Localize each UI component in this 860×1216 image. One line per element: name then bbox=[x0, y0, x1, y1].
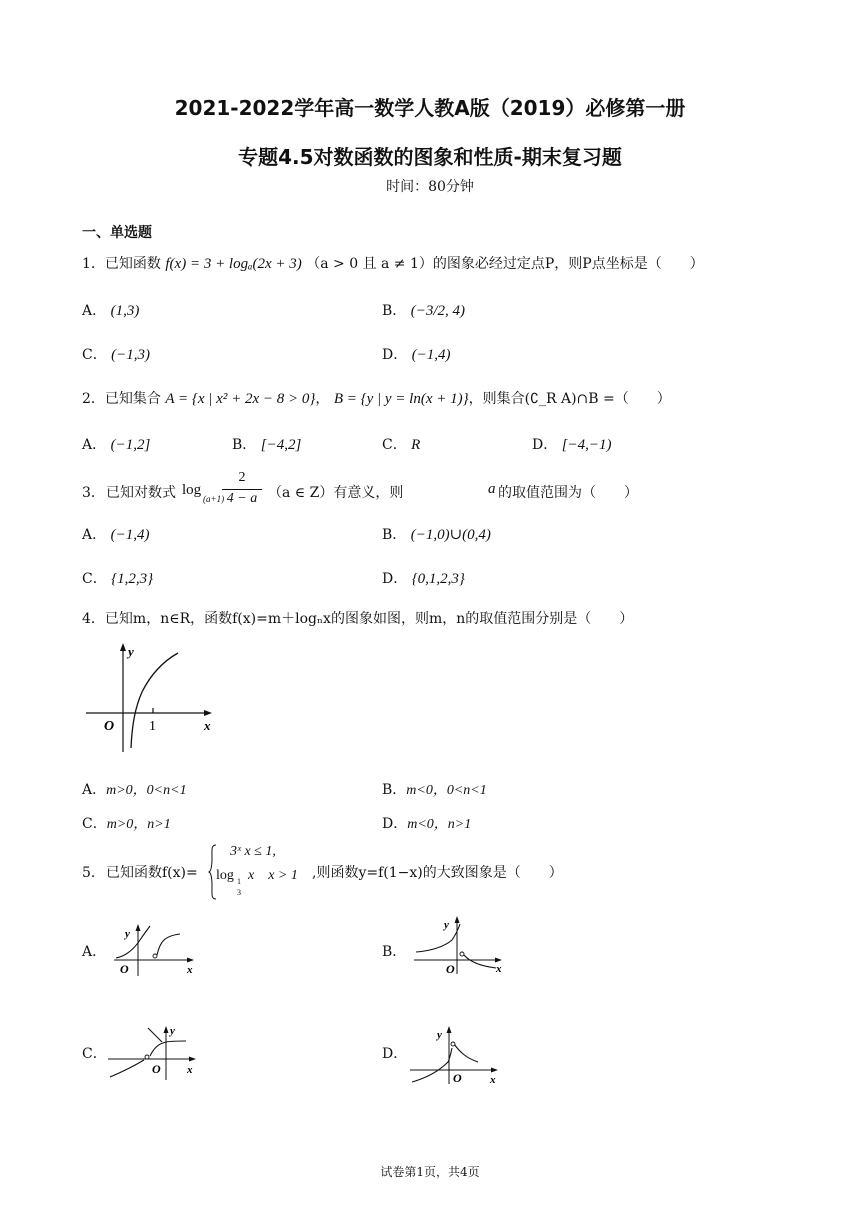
option-text: {1,2,3} bbox=[111, 571, 154, 587]
svg-text:O: O bbox=[152, 1062, 161, 1076]
question-text: ,则函数y=f(1−x)的大致图象是（ ） bbox=[312, 865, 563, 881]
option-letter: B． bbox=[382, 303, 407, 319]
option-text: (−1,3) bbox=[111, 347, 151, 363]
q5-option-b[interactable] bbox=[382, 941, 406, 961]
section-label: 一、单选题 bbox=[82, 225, 152, 241]
option-letter: D． bbox=[382, 347, 408, 363]
y-label: y bbox=[128, 644, 134, 659]
option-letter: B． bbox=[382, 944, 407, 960]
q4-option-b[interactable] bbox=[382, 779, 487, 799]
q2-option-b[interactable] bbox=[232, 434, 301, 454]
svg-text:O: O bbox=[120, 962, 129, 976]
question-text: ，则集合(∁_R A)∩B =（ ） bbox=[468, 391, 671, 407]
question-text: 的取值范围为（ ） bbox=[498, 485, 638, 501]
svg-text:x: x bbox=[496, 963, 502, 975]
svg-text:x: x bbox=[187, 1064, 193, 1076]
q5-case-2-base-den: 3 bbox=[237, 888, 241, 897]
q2-option-c[interactable] bbox=[382, 434, 420, 454]
option-letter: A． bbox=[82, 782, 107, 798]
q4-graph bbox=[80, 640, 220, 755]
option-letter: B． bbox=[382, 527, 407, 543]
q1-option-a[interactable] bbox=[82, 300, 139, 320]
option-text: m<0，n>1 bbox=[407, 817, 472, 832]
question-text: 已知函数 bbox=[104, 256, 161, 272]
separator: ， bbox=[315, 391, 330, 407]
origin-label: O bbox=[104, 719, 115, 734]
option-text: m>0，n>1 bbox=[106, 817, 171, 832]
q5-option-d[interactable] bbox=[382, 1043, 407, 1063]
option-letter: D． bbox=[382, 816, 408, 832]
option-text: m>0，0<n<1 bbox=[106, 783, 187, 798]
svg-text:y: y bbox=[444, 919, 449, 931]
question-text: 已知集合 bbox=[104, 391, 161, 407]
y-axis-arrow bbox=[120, 643, 126, 651]
option-letter: D． bbox=[532, 437, 558, 453]
option-letter: A． bbox=[82, 527, 107, 543]
question-4 bbox=[82, 608, 633, 628]
question-number: 4． bbox=[82, 611, 105, 627]
question-text: 已知对数式 bbox=[106, 485, 176, 501]
option-letter: C． bbox=[82, 1046, 107, 1062]
option-text: (−1,0)∪(0,4) bbox=[410, 527, 491, 543]
q5-case-2-rest: x x > 1 bbox=[248, 868, 298, 883]
q2-option-a[interactable] bbox=[82, 434, 150, 454]
svg-text:y: y bbox=[437, 1029, 442, 1041]
q3-option-a[interactable] bbox=[82, 524, 149, 544]
q5-graph-c bbox=[104, 1022, 204, 1082]
question-number: 1． bbox=[82, 256, 105, 272]
q3-frac-den: 4 − a bbox=[226, 491, 258, 506]
question-text: 已知函数f(x)= bbox=[106, 865, 198, 881]
question-1 bbox=[82, 253, 704, 273]
question-text: 已知m，n∈R，函数f(x)=m＋logₙx的图象如图，则m，n的取值范围分别是（ ） bbox=[104, 611, 634, 627]
question-number: 2． bbox=[82, 391, 105, 407]
question-number: 5． bbox=[82, 865, 105, 881]
q1-formula: f(x) = 3 + logₐ(2x + 3) bbox=[165, 256, 302, 272]
q1-option-d[interactable] bbox=[382, 344, 451, 364]
option-letter: C． bbox=[82, 571, 107, 587]
svg-text:y: y bbox=[170, 1025, 175, 1037]
q5-case-1: 3ˣ x ≤ 1, bbox=[230, 844, 276, 859]
option-text: [−4,−1) bbox=[561, 437, 612, 453]
option-text: (−1,2] bbox=[110, 437, 151, 453]
q5-option-a[interactable] bbox=[82, 941, 106, 961]
q3-option-c[interactable] bbox=[82, 568, 153, 588]
option-text: R bbox=[411, 437, 421, 453]
q4-option-d[interactable] bbox=[382, 813, 471, 833]
x-axis-arrow bbox=[204, 710, 212, 716]
q3-frac-num: 2 bbox=[238, 470, 246, 485]
question-number: 3． bbox=[82, 485, 105, 501]
question-5 bbox=[82, 842, 602, 902]
q4-option-c[interactable] bbox=[82, 813, 171, 833]
page-footer: 试卷第1页，共4页 bbox=[380, 1165, 480, 1179]
q2-option-d[interactable] bbox=[532, 434, 612, 454]
option-letter: D． bbox=[382, 571, 408, 587]
tick-label: 1 bbox=[149, 719, 156, 734]
option-letter: B． bbox=[382, 782, 407, 798]
option-letter: A． bbox=[82, 944, 107, 960]
q1-option-c[interactable] bbox=[82, 344, 150, 364]
option-letter: A． bbox=[82, 303, 107, 319]
q5-graph-a bbox=[110, 922, 200, 977]
q3-log: log bbox=[182, 482, 202, 498]
svg-text:x: x bbox=[490, 1074, 496, 1086]
option-letter: C． bbox=[82, 816, 107, 832]
option-text: {0,1,2,3} bbox=[411, 571, 465, 587]
option-text: [−4,2] bbox=[260, 437, 302, 453]
q5-graph-b bbox=[410, 914, 510, 976]
q5-option-c[interactable] bbox=[82, 1043, 107, 1063]
svg-text:O: O bbox=[446, 962, 455, 976]
q3-option-d[interactable] bbox=[382, 568, 465, 588]
page-title-line1: 2021-2022学年高一数学人教A版（2019）必修第一册 bbox=[174, 96, 686, 120]
svg-text:x: x bbox=[187, 964, 193, 976]
q2-set-b: B = {y | y = ln(x + 1)} bbox=[333, 391, 469, 407]
q5-graph-d bbox=[406, 1024, 506, 1086]
q3-var: a bbox=[488, 481, 496, 497]
page-title-line2: 专题4.5对数函数的图象和性质-期末复习题 bbox=[238, 145, 622, 169]
q2-set-a: A = {x | x² + 2x − 8 > 0} bbox=[165, 391, 316, 407]
svg-text:O: O bbox=[453, 1071, 462, 1085]
x-label: x bbox=[204, 718, 211, 733]
q3-option-b[interactable] bbox=[382, 524, 491, 544]
option-text: m<0，0<n<1 bbox=[406, 783, 487, 798]
q5-case-2-base-num: 1 bbox=[237, 877, 241, 886]
option-letter: B． bbox=[232, 437, 257, 453]
time-label: 时间：80分钟 bbox=[386, 179, 474, 195]
option-text: (−3/2, 4) bbox=[410, 303, 466, 319]
option-letter: D． bbox=[382, 1046, 408, 1062]
question-text: 的图象必经过定点P，则P点坐标是（ ） bbox=[432, 256, 704, 272]
q4-option-a[interactable] bbox=[82, 779, 187, 799]
q1-option-b[interactable] bbox=[382, 300, 465, 320]
option-letter: C． bbox=[382, 437, 407, 453]
option-text: (−1,4) bbox=[110, 527, 150, 543]
option-letter: A． bbox=[82, 437, 107, 453]
question-2 bbox=[82, 388, 671, 408]
q3-frac-bar bbox=[222, 489, 262, 490]
q3-condition: （a ∈ Z）有意义，则 bbox=[268, 485, 404, 501]
option-letter: C． bbox=[82, 347, 107, 363]
option-text: (1,3) bbox=[110, 303, 140, 319]
q5-case-2-log: log bbox=[216, 868, 234, 883]
q1-condition: （a > 0 且 a ≠ 1） bbox=[306, 256, 433, 272]
q3-log-base: (a+1) bbox=[203, 494, 225, 504]
svg-text:y: y bbox=[125, 928, 130, 940]
option-text: (−1,4) bbox=[411, 347, 451, 363]
